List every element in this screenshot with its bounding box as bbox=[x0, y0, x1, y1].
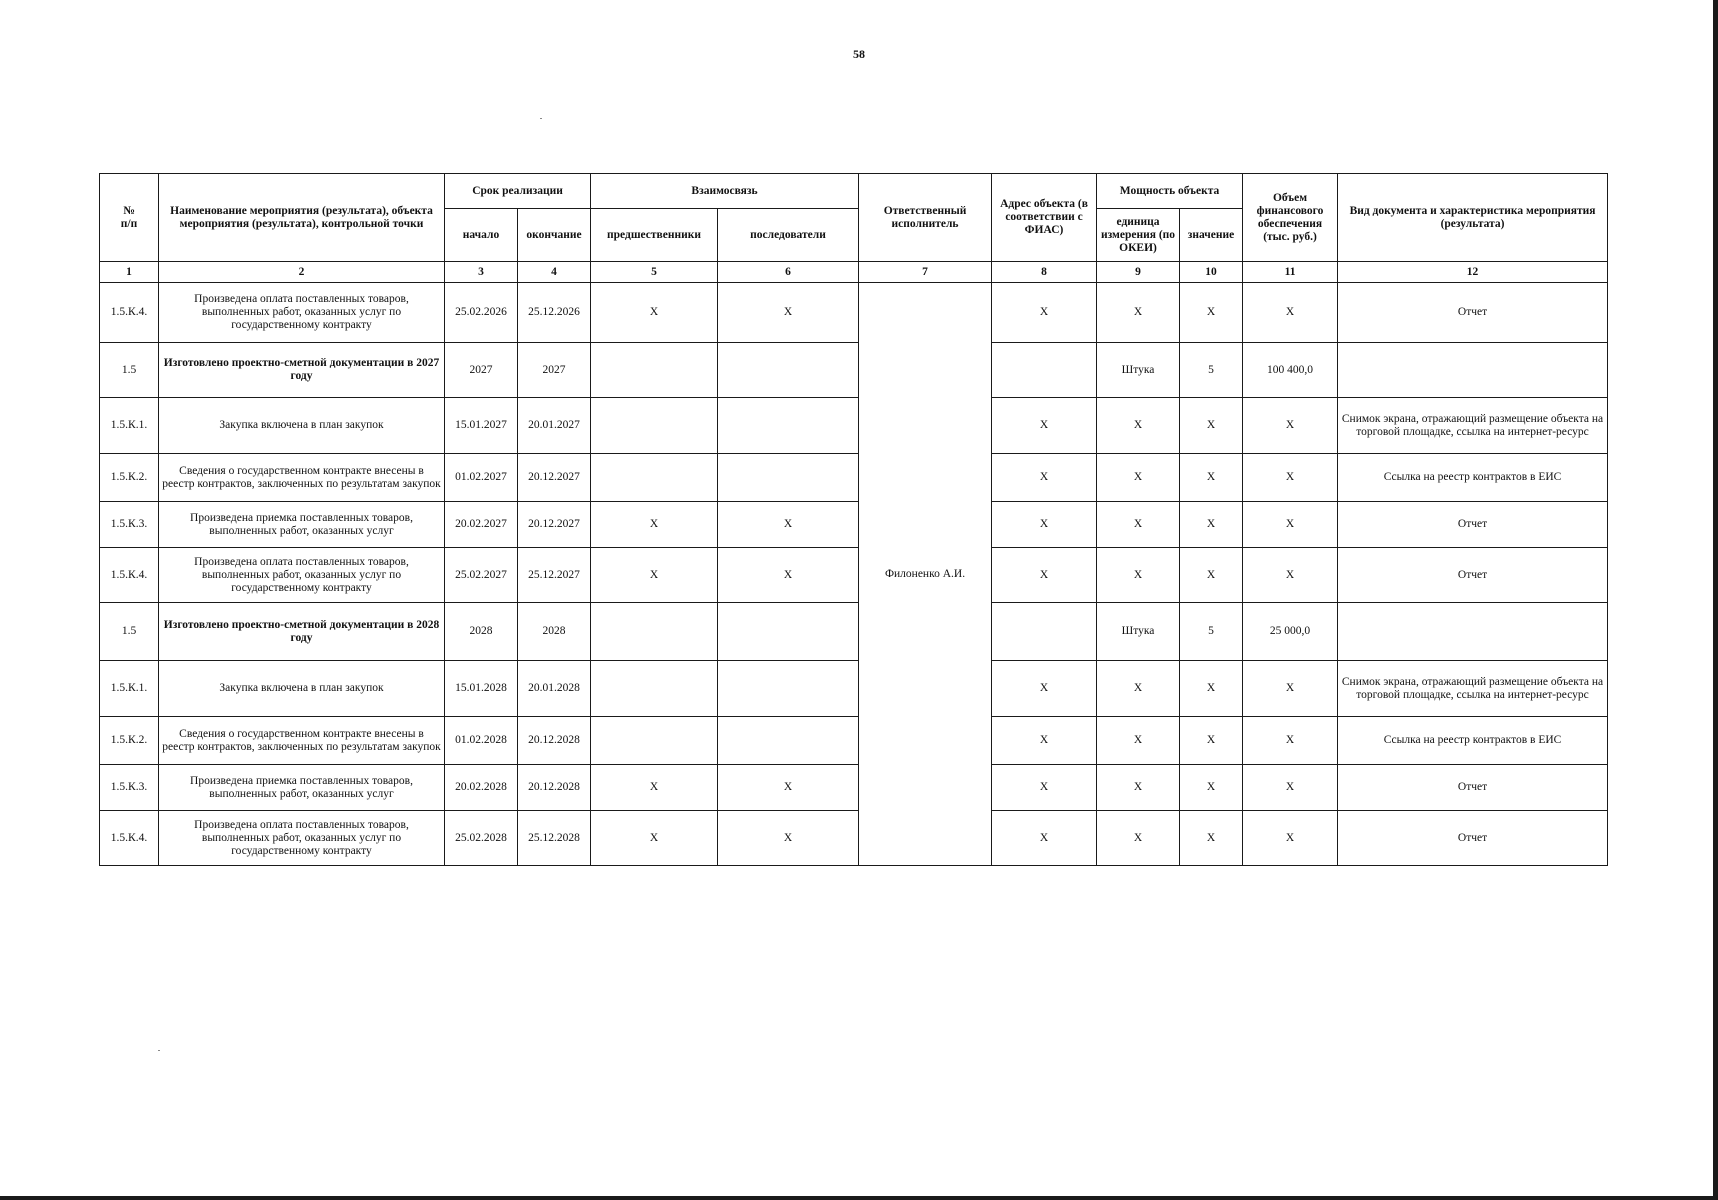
row-number: 1.5.К.1. bbox=[100, 398, 159, 454]
row-doc bbox=[1338, 343, 1608, 398]
header-doc-type: Вид документа и характеристика мероприятия (результата) bbox=[1338, 174, 1608, 262]
row-successors bbox=[718, 603, 859, 661]
table-row bbox=[100, 603, 1608, 661]
row-predecessors: X bbox=[591, 765, 718, 811]
row-value: X bbox=[1180, 454, 1243, 502]
column-number: 2 bbox=[159, 262, 445, 283]
row-start: 01.02.2028 bbox=[445, 717, 518, 765]
row-successors: X bbox=[718, 548, 859, 603]
row-predecessors: X bbox=[591, 502, 718, 548]
row-value: 5 bbox=[1180, 343, 1243, 398]
row-end: 2027 bbox=[518, 343, 591, 398]
row-predecessors bbox=[591, 454, 718, 502]
row-predecessors: X bbox=[591, 548, 718, 603]
row-value: X bbox=[1180, 502, 1243, 548]
header-executor: Ответственный исполнитель bbox=[859, 174, 992, 262]
header-end: окончание bbox=[518, 209, 591, 262]
row-finance: 100 400,0 bbox=[1243, 343, 1338, 398]
row-unit: X bbox=[1097, 765, 1180, 811]
row-number: 1.5 bbox=[100, 343, 159, 398]
row-start: 25.02.2027 bbox=[445, 548, 518, 603]
row-finance: X bbox=[1243, 454, 1338, 502]
row-unit: X bbox=[1097, 398, 1180, 454]
row-predecessors: X bbox=[591, 811, 718, 866]
row-end: 25.12.2026 bbox=[518, 283, 591, 343]
row-value: 5 bbox=[1180, 603, 1243, 661]
row-name: Сведения о государственном контракте внесены в реестр контрактов, заключенных по результатам закупок bbox=[159, 717, 445, 765]
row-name: Произведена приемка поставленных товаров, выполненных работ, оказанных услуг bbox=[159, 765, 445, 811]
row-unit: Штука bbox=[1097, 343, 1180, 398]
row-finance: X bbox=[1243, 765, 1338, 811]
row-number: 1.5.К.4. bbox=[100, 811, 159, 866]
row-number: 1.5.К.4. bbox=[100, 548, 159, 603]
row-value: X bbox=[1180, 661, 1243, 717]
header-successors: последователи bbox=[718, 209, 859, 262]
row-predecessors bbox=[591, 398, 718, 454]
row-finance: X bbox=[1243, 661, 1338, 717]
row-end: 20.12.2028 bbox=[518, 717, 591, 765]
executor-cell: Филоненко А.И. bbox=[859, 283, 992, 866]
row-unit: X bbox=[1097, 454, 1180, 502]
column-number: 7 bbox=[859, 262, 992, 283]
row-finance: X bbox=[1243, 502, 1338, 548]
row-finance: 25 000,0 bbox=[1243, 603, 1338, 661]
row-end: 2028 bbox=[518, 603, 591, 661]
row-successors: X bbox=[718, 811, 859, 866]
header-name: Наименование мероприятия (результата), объекта мероприятия (результата), контрольной точки bbox=[159, 174, 445, 262]
table-row bbox=[100, 765, 1608, 811]
row-successors bbox=[718, 661, 859, 717]
page-number: 58 bbox=[853, 47, 865, 61]
row-name: Произведена приемка поставленных товаров, выполненных работ, оказанных услуг bbox=[159, 502, 445, 548]
row-name: Произведена оплата поставленных товаров, выполненных работ, оказанных услуг по государственному контракту bbox=[159, 548, 445, 603]
row-successors: X bbox=[718, 283, 859, 343]
row-value: X bbox=[1180, 398, 1243, 454]
table-row bbox=[100, 717, 1608, 765]
table-row bbox=[100, 454, 1608, 502]
row-start: 2028 bbox=[445, 603, 518, 661]
row-end: 25.12.2027 bbox=[518, 548, 591, 603]
table-row bbox=[100, 502, 1608, 548]
column-number: 9 bbox=[1097, 262, 1180, 283]
column-number: 11 bbox=[1243, 262, 1338, 283]
row-value: X bbox=[1180, 811, 1243, 866]
row-start: 20.02.2027 bbox=[445, 502, 518, 548]
row-finance: X bbox=[1243, 811, 1338, 866]
column-number: 8 bbox=[992, 262, 1097, 283]
row-number: 1.5.К.3. bbox=[100, 765, 159, 811]
table-row bbox=[100, 548, 1608, 603]
row-number: 1.5.К.3. bbox=[100, 502, 159, 548]
row-end: 20.12.2027 bbox=[518, 454, 591, 502]
row-name: Закупка включена в план закупок bbox=[159, 398, 445, 454]
row-doc: Отчет bbox=[1338, 548, 1608, 603]
row-doc: Отчет bbox=[1338, 283, 1608, 343]
row-finance: X bbox=[1243, 398, 1338, 454]
row-value: X bbox=[1180, 283, 1243, 343]
row-successors: X bbox=[718, 502, 859, 548]
row-finance: X bbox=[1243, 283, 1338, 343]
row-finance: X bbox=[1243, 717, 1338, 765]
column-number: 12 bbox=[1338, 262, 1608, 283]
row-doc: Снимок экрана, отражающий размещение объекта на торговой площадке, ссылка на интернет-ресурс bbox=[1338, 398, 1608, 454]
row-number: 1.5 bbox=[100, 603, 159, 661]
row-end: 25.12.2028 bbox=[518, 811, 591, 866]
row-predecessors bbox=[591, 603, 718, 661]
row-doc: Ссылка на реестр контрактов в ЕИС bbox=[1338, 454, 1608, 502]
row-successors: X bbox=[718, 765, 859, 811]
row-address: X bbox=[992, 661, 1097, 717]
header-capacity: Мощность объекта bbox=[1097, 174, 1243, 209]
row-start: 15.01.2027 bbox=[445, 398, 518, 454]
row-successors bbox=[718, 398, 859, 454]
row-successors bbox=[718, 717, 859, 765]
row-end: 20.12.2027 bbox=[518, 502, 591, 548]
row-start: 25.02.2028 bbox=[445, 811, 518, 866]
row-end: 20.01.2028 bbox=[518, 661, 591, 717]
table-row bbox=[100, 811, 1608, 866]
header-address: Адрес объекта (в соответствии с ФИАС) bbox=[992, 174, 1097, 262]
row-value: X bbox=[1180, 717, 1243, 765]
row-predecessors bbox=[591, 717, 718, 765]
header-term: Срок реализации bbox=[445, 174, 591, 209]
scan-edge-bottom bbox=[0, 1196, 1718, 1200]
row-doc: Снимок экрана, отражающий размещение объекта на торговой площадке, ссылка на интернет-ресурс bbox=[1338, 661, 1608, 717]
row-unit: X bbox=[1097, 811, 1180, 866]
column-number: 10 bbox=[1180, 262, 1243, 283]
table-row bbox=[100, 343, 1608, 398]
header-no: № п/п bbox=[100, 174, 159, 262]
column-number: 4 bbox=[518, 262, 591, 283]
row-successors bbox=[718, 454, 859, 502]
header-start: начало bbox=[445, 209, 518, 262]
header-relation: Взаимосвязь bbox=[591, 174, 859, 209]
column-number: 5 bbox=[591, 262, 718, 283]
row-doc: Отчет bbox=[1338, 811, 1608, 866]
row-start: 25.02.2026 bbox=[445, 283, 518, 343]
row-unit: X bbox=[1097, 548, 1180, 603]
header-finance: Объем финансового обеспечения (тыс. руб.) bbox=[1243, 174, 1338, 262]
row-address bbox=[992, 603, 1097, 661]
scan-speck bbox=[158, 1050, 160, 1051]
scan-speck bbox=[540, 118, 542, 119]
row-address: X bbox=[992, 283, 1097, 343]
plan-table bbox=[99, 173, 1608, 866]
row-end: 20.01.2027 bbox=[518, 398, 591, 454]
scan-edge-right bbox=[1713, 0, 1718, 1200]
table-row bbox=[100, 398, 1608, 454]
table-row bbox=[100, 283, 1608, 343]
row-predecessors: X bbox=[591, 283, 718, 343]
row-name: Произведена оплата поставленных товаров, выполненных работ, оказанных услуг по государственному контракту bbox=[159, 283, 445, 343]
row-unit: Штука bbox=[1097, 603, 1180, 661]
row-doc: Отчет bbox=[1338, 765, 1608, 811]
row-address: X bbox=[992, 502, 1097, 548]
row-address: X bbox=[992, 765, 1097, 811]
row-unit: X bbox=[1097, 283, 1180, 343]
row-number: 1.5.К.4. bbox=[100, 283, 159, 343]
row-number: 1.5.К.2. bbox=[100, 454, 159, 502]
row-doc: Ссылка на реестр контрактов в ЕИС bbox=[1338, 717, 1608, 765]
row-finance: X bbox=[1243, 548, 1338, 603]
header-predecessors: предшественники bbox=[591, 209, 718, 262]
row-start: 15.01.2028 bbox=[445, 661, 518, 717]
row-address: X bbox=[992, 811, 1097, 866]
row-name: Изготовлено проектно-сметной документации в 2028 году bbox=[159, 603, 445, 661]
row-successors bbox=[718, 343, 859, 398]
row-predecessors bbox=[591, 661, 718, 717]
row-address: X bbox=[992, 398, 1097, 454]
row-number: 1.5.К.2. bbox=[100, 717, 159, 765]
row-address: X bbox=[992, 548, 1097, 603]
row-unit: X bbox=[1097, 502, 1180, 548]
table-row bbox=[100, 661, 1608, 717]
row-unit: X bbox=[1097, 661, 1180, 717]
column-number: 1 bbox=[100, 262, 159, 283]
row-start: 2027 bbox=[445, 343, 518, 398]
row-name: Изготовлено проектно-сметной документации в 2027 году bbox=[159, 343, 445, 398]
row-number: 1.5.К.1. bbox=[100, 661, 159, 717]
row-value: X bbox=[1180, 548, 1243, 603]
column-number: 6 bbox=[718, 262, 859, 283]
row-predecessors bbox=[591, 343, 718, 398]
row-address bbox=[992, 343, 1097, 398]
header-value: значение bbox=[1180, 209, 1243, 262]
row-value: X bbox=[1180, 765, 1243, 811]
row-address: X bbox=[992, 454, 1097, 502]
row-doc: Отчет bbox=[1338, 502, 1608, 548]
row-name: Сведения о государственном контракте внесены в реестр контрактов, заключенных по результатам закупок bbox=[159, 454, 445, 502]
column-number: 3 bbox=[445, 262, 518, 283]
row-address: X bbox=[992, 717, 1097, 765]
row-end: 20.12.2028 bbox=[518, 765, 591, 811]
row-unit: X bbox=[1097, 717, 1180, 765]
row-name: Закупка включена в план закупок bbox=[159, 661, 445, 717]
row-start: 01.02.2027 bbox=[445, 454, 518, 502]
row-name: Произведена оплата поставленных товаров, выполненных работ, оказанных услуг по государственному контракту bbox=[159, 811, 445, 866]
row-start: 20.02.2028 bbox=[445, 765, 518, 811]
row-doc bbox=[1338, 603, 1608, 661]
header-unit: единица измерения (по ОКЕИ) bbox=[1097, 209, 1180, 262]
